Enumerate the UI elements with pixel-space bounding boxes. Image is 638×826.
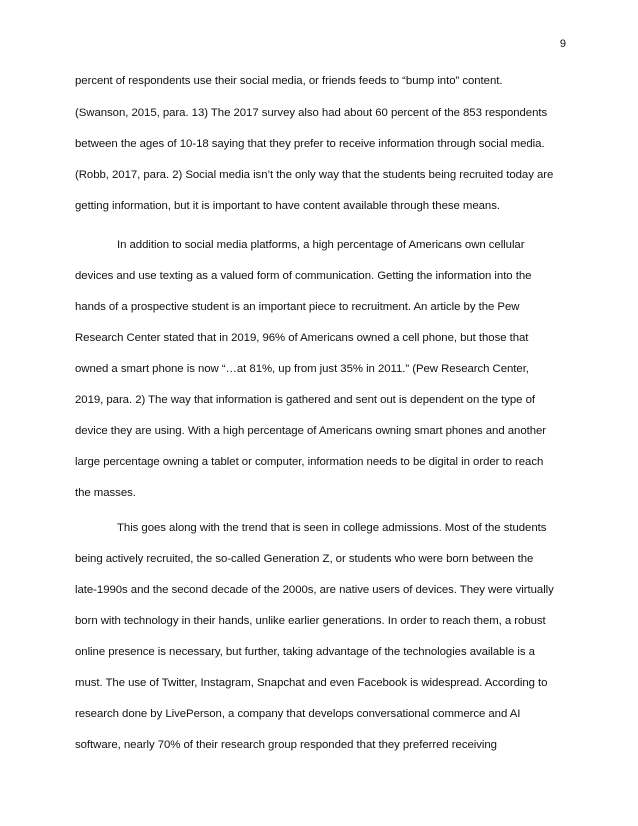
paragraph-2-line-6: 2019, para. 2) The way that information is gathered and sent out is dependent on the type of (75, 394, 535, 406)
paragraph-2-line-1: In addition to social media platforms, a high percentage of Americans own cellular (117, 239, 525, 251)
paragraph-3-line-1: This goes along with the trend that is seen in college admissions. Most of the students (117, 522, 547, 534)
paragraph-2-line-2: devices and use texting as a valued form of communication. Getting the information into the (75, 270, 532, 282)
paragraph-2-line-3: hands of a prospective student is an important piece to recruitment. An article by the Pew (75, 301, 520, 313)
paragraph-2-line-8: large percentage owning a tablet or computer, information needs to be digital in order to reach (75, 456, 544, 468)
paragraph-3-line-8: software, nearly 70% of their research group responded that they preferred receiving (75, 739, 497, 751)
paragraph-1-line-1: percent of respondents use their social media, or friends feeds to “bump into” content. (75, 75, 503, 87)
paragraph-2-line-9: the masses. (75, 487, 136, 499)
paragraph-2-line-4: Research Center stated that in 2019, 96% of Americans owned a cell phone, but those that (75, 332, 529, 344)
paragraph-3-line-6: must. The use of Twitter, Instagram, Snapchat and even Facebook is widespread. According to (75, 677, 548, 689)
paragraph-1-line-4: (Robb, 2017, para. 2) Social media isn’t the only way that the students being recruited today are (75, 169, 554, 181)
paragraph-1-line-3: between the ages of 10-18 saying that they prefer to receive information through social media. (75, 138, 545, 150)
paragraph-3-line-4: born with technology in their hands, unlike earlier generations. In order to reach them, a robust (75, 615, 546, 627)
paragraph-3-line-5: online presence is necessary, but further, taking advantage of the technologies available is a (75, 646, 535, 658)
page-number: 9 (559, 38, 566, 50)
paragraph-3-line-2: being actively recruited, the so-called Generation Z, or students who were born between the (75, 553, 534, 565)
paragraph-1-line-2: (Swanson, 2015, para. 13) The 2017 survey also had about 60 percent of the 853 respondents (75, 107, 548, 119)
paragraph-3-line-7: research done by LivePerson, a company that develops conversational commerce and AI (75, 708, 521, 720)
paragraph-3-line-3: late-1990s and the second decade of the 2000s, are native users of devices. They were virtually (75, 584, 554, 596)
paragraph-1-line-5: getting information, but it is important to have content available through these means. (75, 200, 500, 212)
paragraph-2-line-5: owned a smart phone is now “…at 81%, up from just 35% in 2011.” (Pew Research Center, (75, 363, 529, 375)
paragraph-2-line-7: device they are using. With a high percentage of Americans owning smart phones and another (75, 425, 547, 437)
